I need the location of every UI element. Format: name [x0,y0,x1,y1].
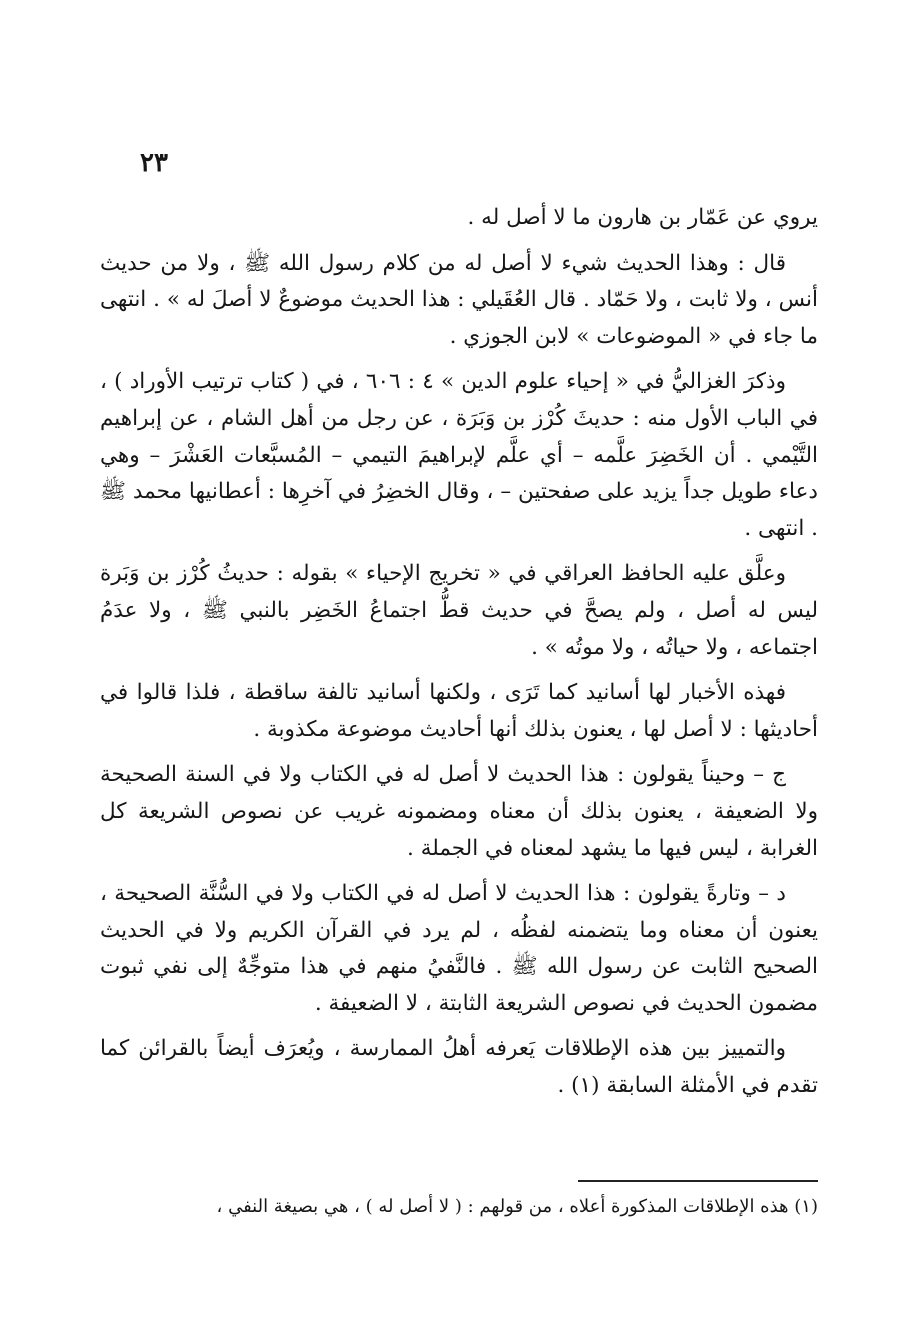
paragraph: فهذه الأخبار لها أسانيد كما تَرَى ، ولكنها أسانيد تالفة ساقطة ، فلذا قالوا في أحاديثها : لا أصل لها ، يعنون بذلك أنها أحاديث موضوعة مكذوبة . [100,680,818,742]
paragraph: وعلَّق عليه الحافظ العراقي في « تخريج الإحياء » بقوله : حديثُ كُرْز بن وَبَرة ليس له أصل ، ولم يصحَّ في حديث قطُّ اجتماعُ الخَضِر بالنبي ﷺ ، ولا عدَمُ اجتماعه ، ولا حياتُه ، ولا موتُه » . [100,561,818,660]
paragraph: وذكرَ الغزاليُّ في « إحياء علوم الدين » ٤ : ٦٠٦ ، في ( كتاب ترتيب الأوراد ) ، في الباب الأول منه : حديثَ كُرْز بن وَبَرَة ، عن رجل من أهل الشام ، عن إبراهيم التَّيْمي . أن الخَضِرَ علَّمه – أي علَّم لإبراهيمَ التيمي – المُسبَّعات العَشْرَ – وهي دعاء طويل جداً يزيد على صفحتين – ، وقال الخضِرُ في آخرِها : أعطانيها محمد ﷺ . انتهى . [100,369,818,541]
main-text [100,200,818,1114]
paragraph: د – وتارةً يقولون : هذا الحديث لا أصل له في الكتاب ولا في السُّنَّة الصحيحة ، يعنون أن معناه وما يتضمنه لفظُه ، لم يرد في القرآن الكريم ولا في الحديث الصحيح الثابت عن رسول الله ﷺ . فالنَّفيُ منهم في هذا متوجِّهٌ إلى نفي ثبوت مضمون الحديث في نصوص الشريعة الثابتة ، لا الضعيفة . [100,881,818,1016]
footnote: (١) هذه الإطلاقات المذكورة أعلاه ، من قولهم : ( لا أصل له ) ، هي بصيغة النفي ، [216,1196,818,1217]
footnote-divider [578,1180,818,1182]
paragraph: قال : وهذا الحديث شيء لا أصل له من كلام رسول الله ﷺ ، ولا من حديث أنس ، ولا ثابت ، ولا حَمّاد . قال العُقَيلي : هذا الحديث موضوعٌ لا أصلَ له » . انتهى ما جاء في « الموضوعات » لابن الجوزي . [100,250,818,349]
paragraph: ج – وحيناً يقولون : هذا الحديث لا أصل له في الكتاب ولا في السنة الصحيحة ولا الضعيفة ، يعنون بذلك أن معناه ومضمونه غريب عن نصوص الشريعة كل الغرابة ، ليس فيها ما يشهد لمعناه في الجملة . [100,762,818,861]
paragraph: يروي عن عَمّار بن هارون ما لا أصل له . [467,205,818,230]
page-number: ٢٣ [140,148,168,178]
paragraph: والتمييز بين هذه الإطلاقات يَعرفه أهلُ الممارسة ، ويُعرَف أيضاً بالقرائن كما تقدم في الأمثلة السابقة (١) . [100,1036,818,1099]
